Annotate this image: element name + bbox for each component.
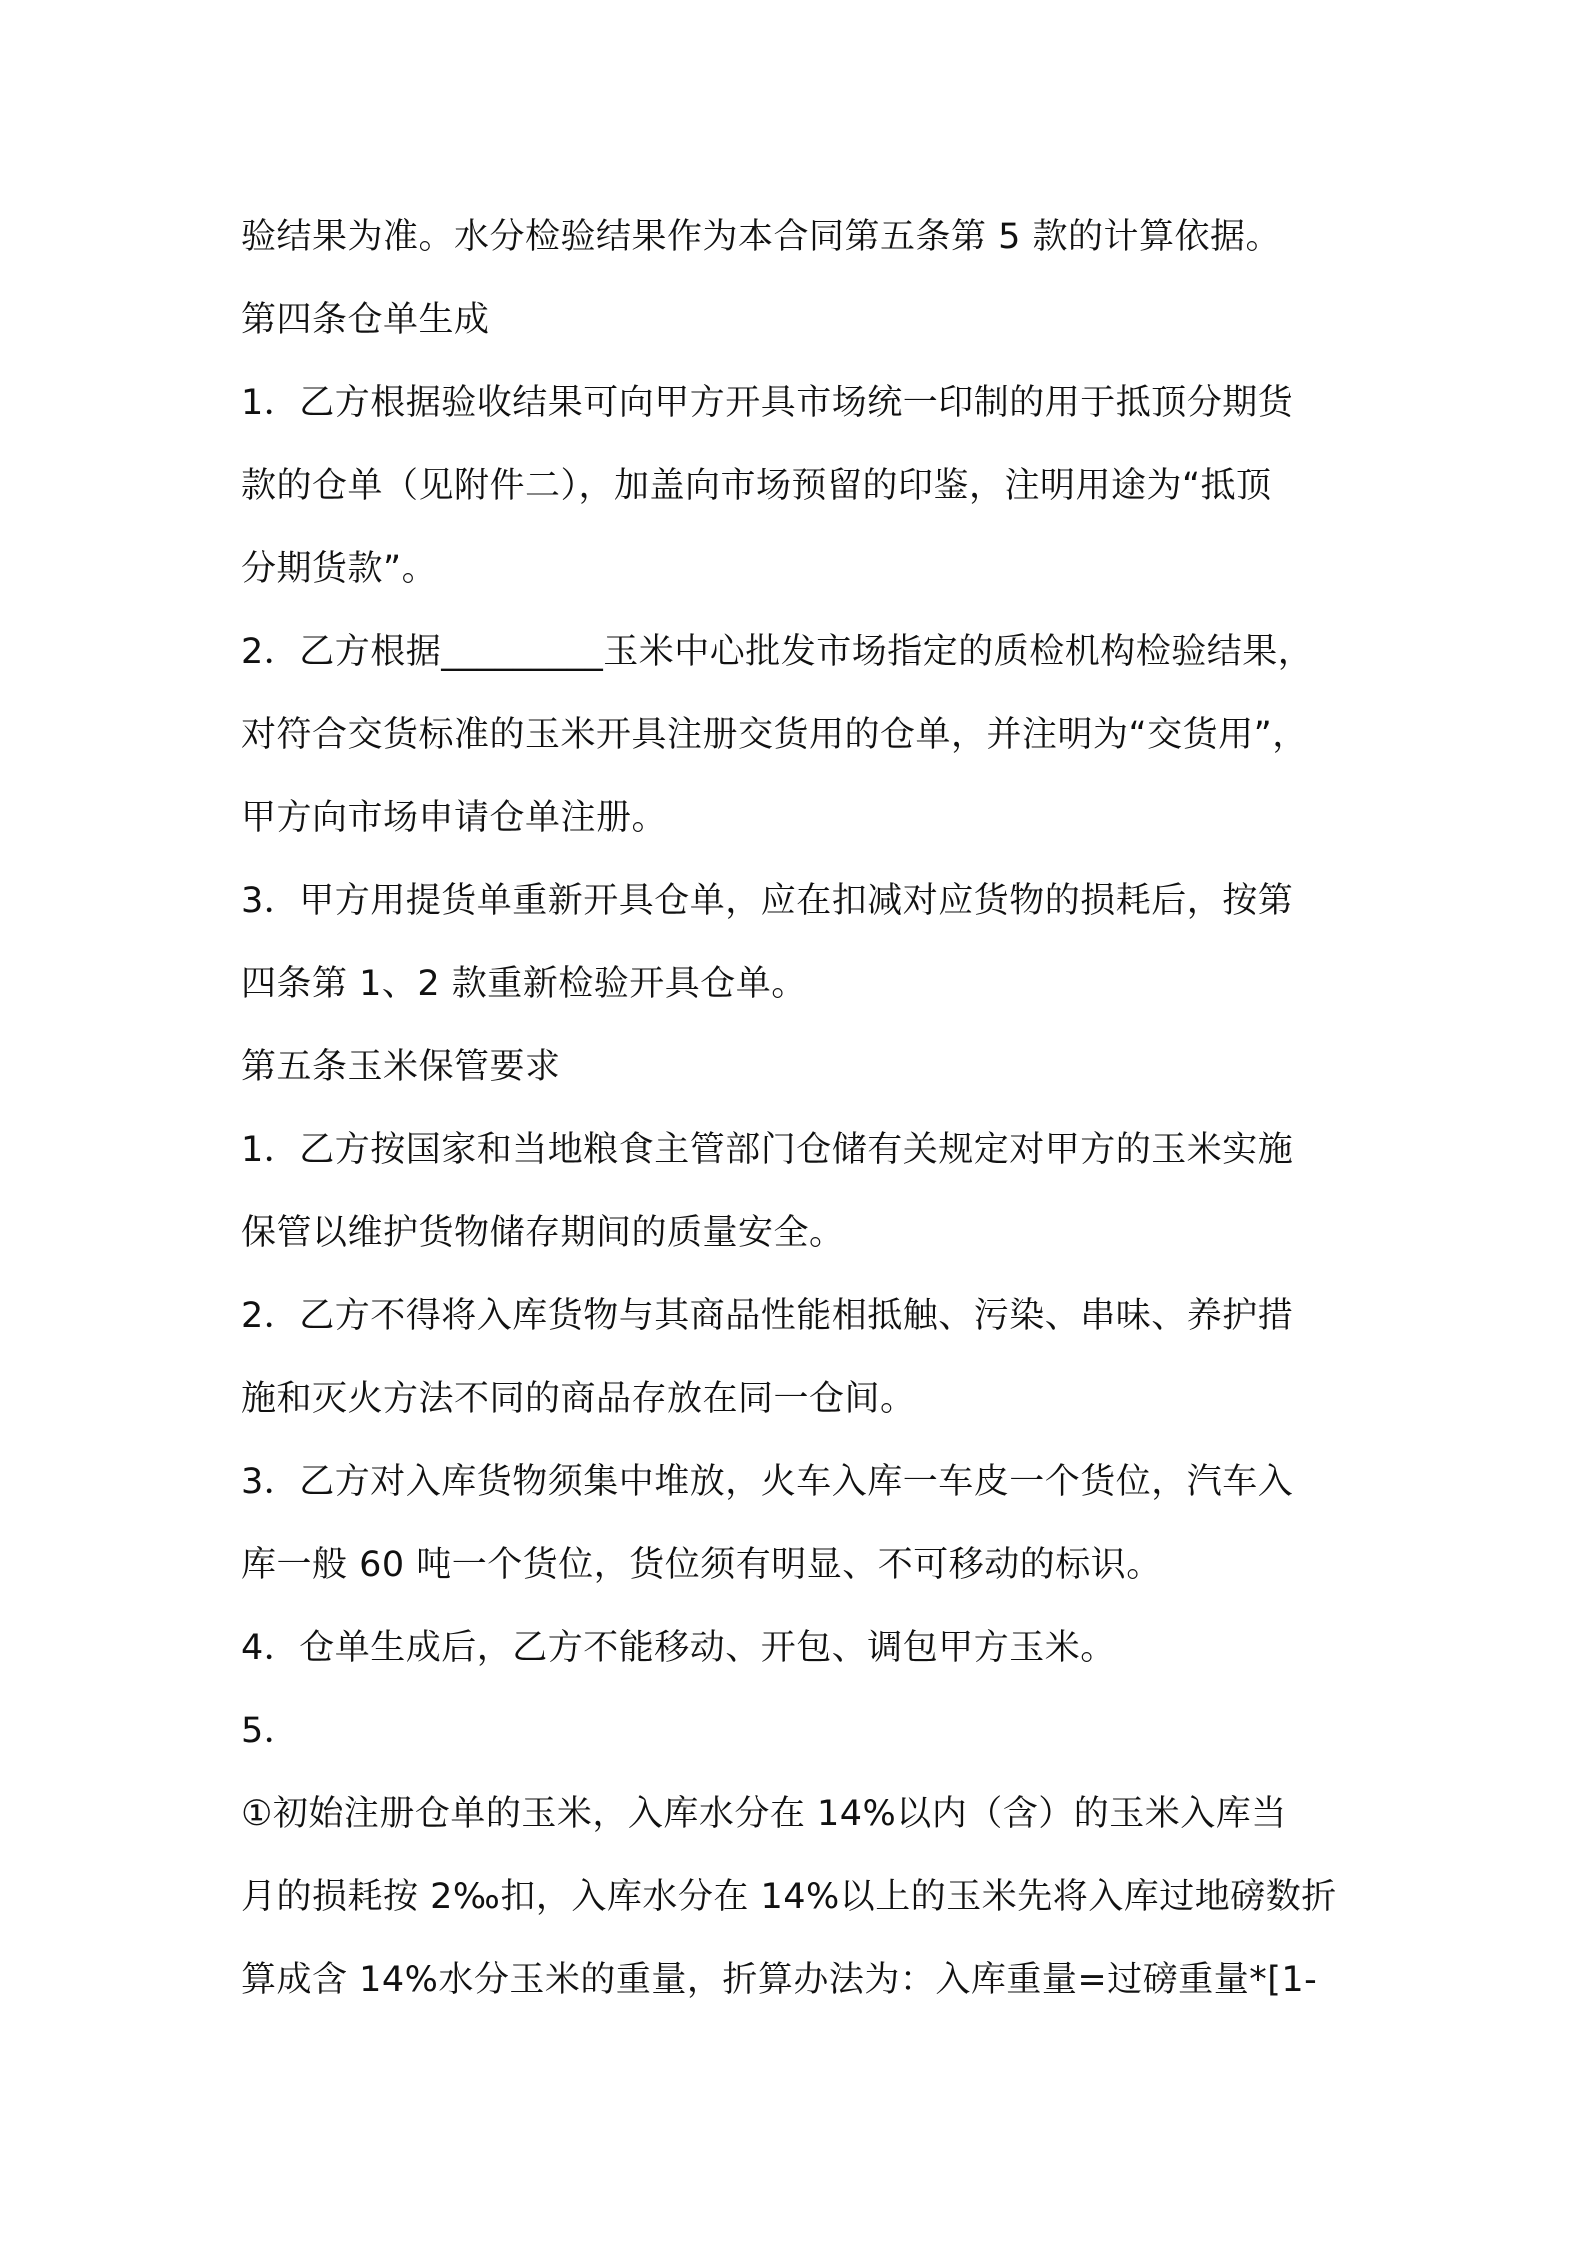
text-line: 5． [241,1711,300,1751]
text-line: 款的仓单（见附件二），加盖向市场预留的印鉴，注明用途为“抵顶 [241,466,1272,506]
text-line: 3．甲方用提货单重新开具仓单，应在扣减对应货物的损耗后，按第 [241,881,1294,921]
text-line: 1．乙方根据验收结果可向甲方开具市场统一印制的用于抵顶分期货 [241,383,1294,423]
text-line: 四条第 1、2 款重新检验开具仓单。 [241,964,807,1004]
text-line: 甲方向市场申请仓单注册。 [241,798,668,838]
text-line: 分期货款”。 [241,549,438,589]
text-line: 4．仓单生成后，乙方不能移动、开包、调包甲方玉米。 [241,1628,1116,1668]
section-heading-article-5: 第五条玉米保管要求 [241,1047,561,1087]
text-line: 月的损耗按 2‰扣，入库水分在 14%以上的玉米先将入库过地磅数折 [241,1877,1337,1917]
text-line: 2．乙方根据_________玉米中心批发市场指定的质检机构检验结果， [241,632,1314,672]
text-line: 保管以维护货物储存期间的质量安全。 [241,1213,845,1253]
text-line: 施和灭火方法不同的商品存放在同一仓间。 [241,1379,916,1419]
text-line: 3．乙方对入库货物须集中堆放，火车入库一车皮一个货位，汽车入 [241,1462,1294,1502]
text-line: 1．乙方按国家和当地粮食主管部门仓储有关规定对甲方的玉米实施 [241,1130,1294,1170]
text-line: 算成含 14%水分玉米的重量，折算办法为：入库重量=过磅重量*[1- [241,1960,1318,2000]
text-line: 对符合交货标准的玉米开具注册交货用的仓单，并注明为“交货用”， [241,715,1308,755]
section-heading-article-4: 第四条仓单生成 [241,300,490,340]
text-line: 库一般 60 吨一个货位，货位须有明显、不可移动的标识。 [241,1545,1162,1585]
text-line: 验结果为准。水分检验结果作为本合同第五条第 5 款的计算依据。 [241,217,1282,257]
text-line: ①初始注册仓单的玉米，入库水分在 14%以内（含）的玉米入库当 [241,1794,1287,1834]
document-body [241,196,1386,2022]
text-line: 2．乙方不得将入库货物与其商品性能相抵触、污染、串味、养护措 [241,1296,1294,1336]
